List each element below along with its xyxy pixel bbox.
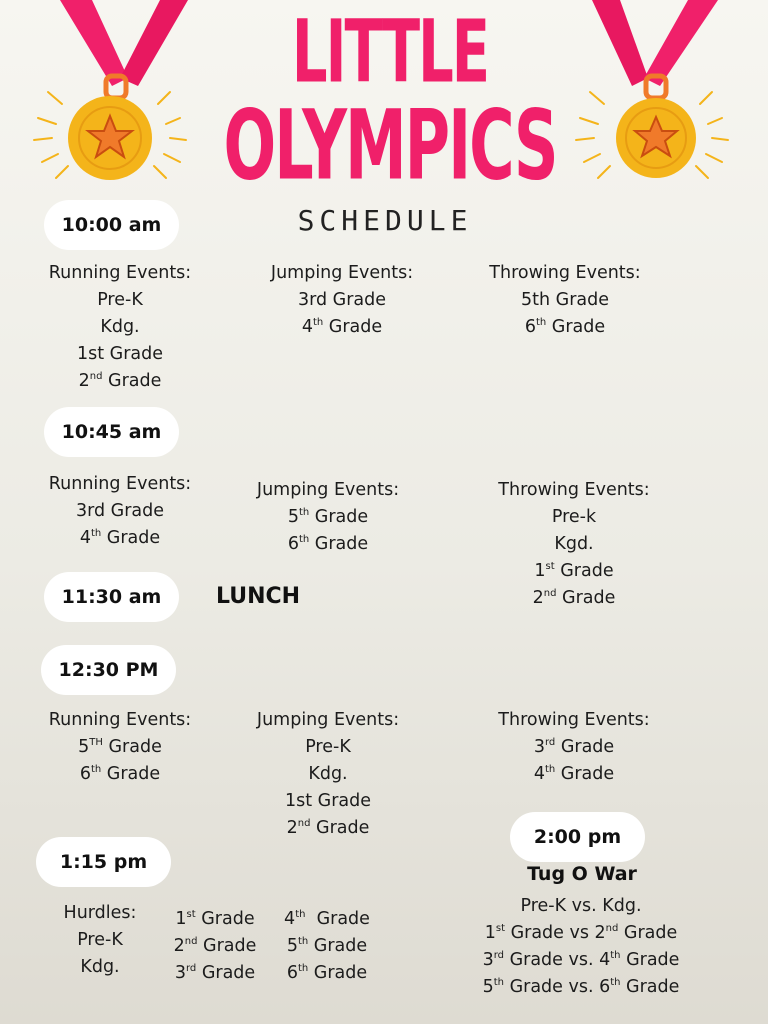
time-pill-200: 2:00 pm bbox=[510, 812, 645, 862]
running-events-1000: Running Events: Pre-K Kdg. 1st Grade 2nd Grade bbox=[48, 263, 192, 391]
hurdles-grades-b: 4th Grade 5th Grade 6th Grade bbox=[284, 909, 370, 983]
running-events-1230: Running Events: 5TH Grade 6th Grade bbox=[48, 710, 192, 784]
tug-o-war-matchups: Pre-K vs. Kdg. 1st Grade vs 2nd Grade 3rd Grade vs. 4th Grade 5th Grade vs. 6th Grade bbox=[482, 896, 680, 997]
running-events-1045: Running Events: 3rd Grade 4th Grade bbox=[48, 474, 192, 548]
throwing-events-1230: Throwing Events: 3rd Grade 4th Grade bbox=[498, 710, 650, 784]
throwing-events-1045: Throwing Events: Pre-k Kgd. 1st Grade 2nd Grade bbox=[498, 480, 650, 608]
time-pill-1000: 10:00 am bbox=[44, 200, 179, 250]
medal-icon-left bbox=[20, 0, 200, 200]
jumping-events-1230: Jumping Events: Pre-K Kdg. 1st Grade 2nd Grade bbox=[256, 710, 400, 838]
time-pill-1230: 12:30 PM bbox=[41, 645, 176, 695]
time-pill-1045: 10:45 am bbox=[44, 407, 179, 457]
time-pill-1130: 11:30 am bbox=[44, 572, 179, 622]
hurdles-events-115: Hurdles: Pre-K Kdg. bbox=[63, 903, 137, 977]
title-line-1: LITTLE bbox=[291, 2, 489, 103]
time-pill-115: 1:15 pm bbox=[36, 837, 171, 887]
page-subtitle: SCHEDULE bbox=[297, 204, 473, 237]
title-line-2: OLYMPICS bbox=[223, 88, 557, 202]
throwing-events-1000: Throwing Events: 5th Grade 6th Grade bbox=[489, 263, 641, 337]
jumping-events-1000: Jumping Events: 3rd Grade 4th Grade bbox=[270, 263, 414, 337]
hurdles-grades-a: 1st Grade 2nd Grade 3rd Grade bbox=[173, 909, 257, 983]
tug-o-war-title: Tug O War bbox=[527, 863, 637, 885]
lunch-label: LUNCH bbox=[216, 584, 301, 609]
jumping-events-1045: Jumping Events: 5th Grade 6th Grade bbox=[256, 480, 400, 554]
